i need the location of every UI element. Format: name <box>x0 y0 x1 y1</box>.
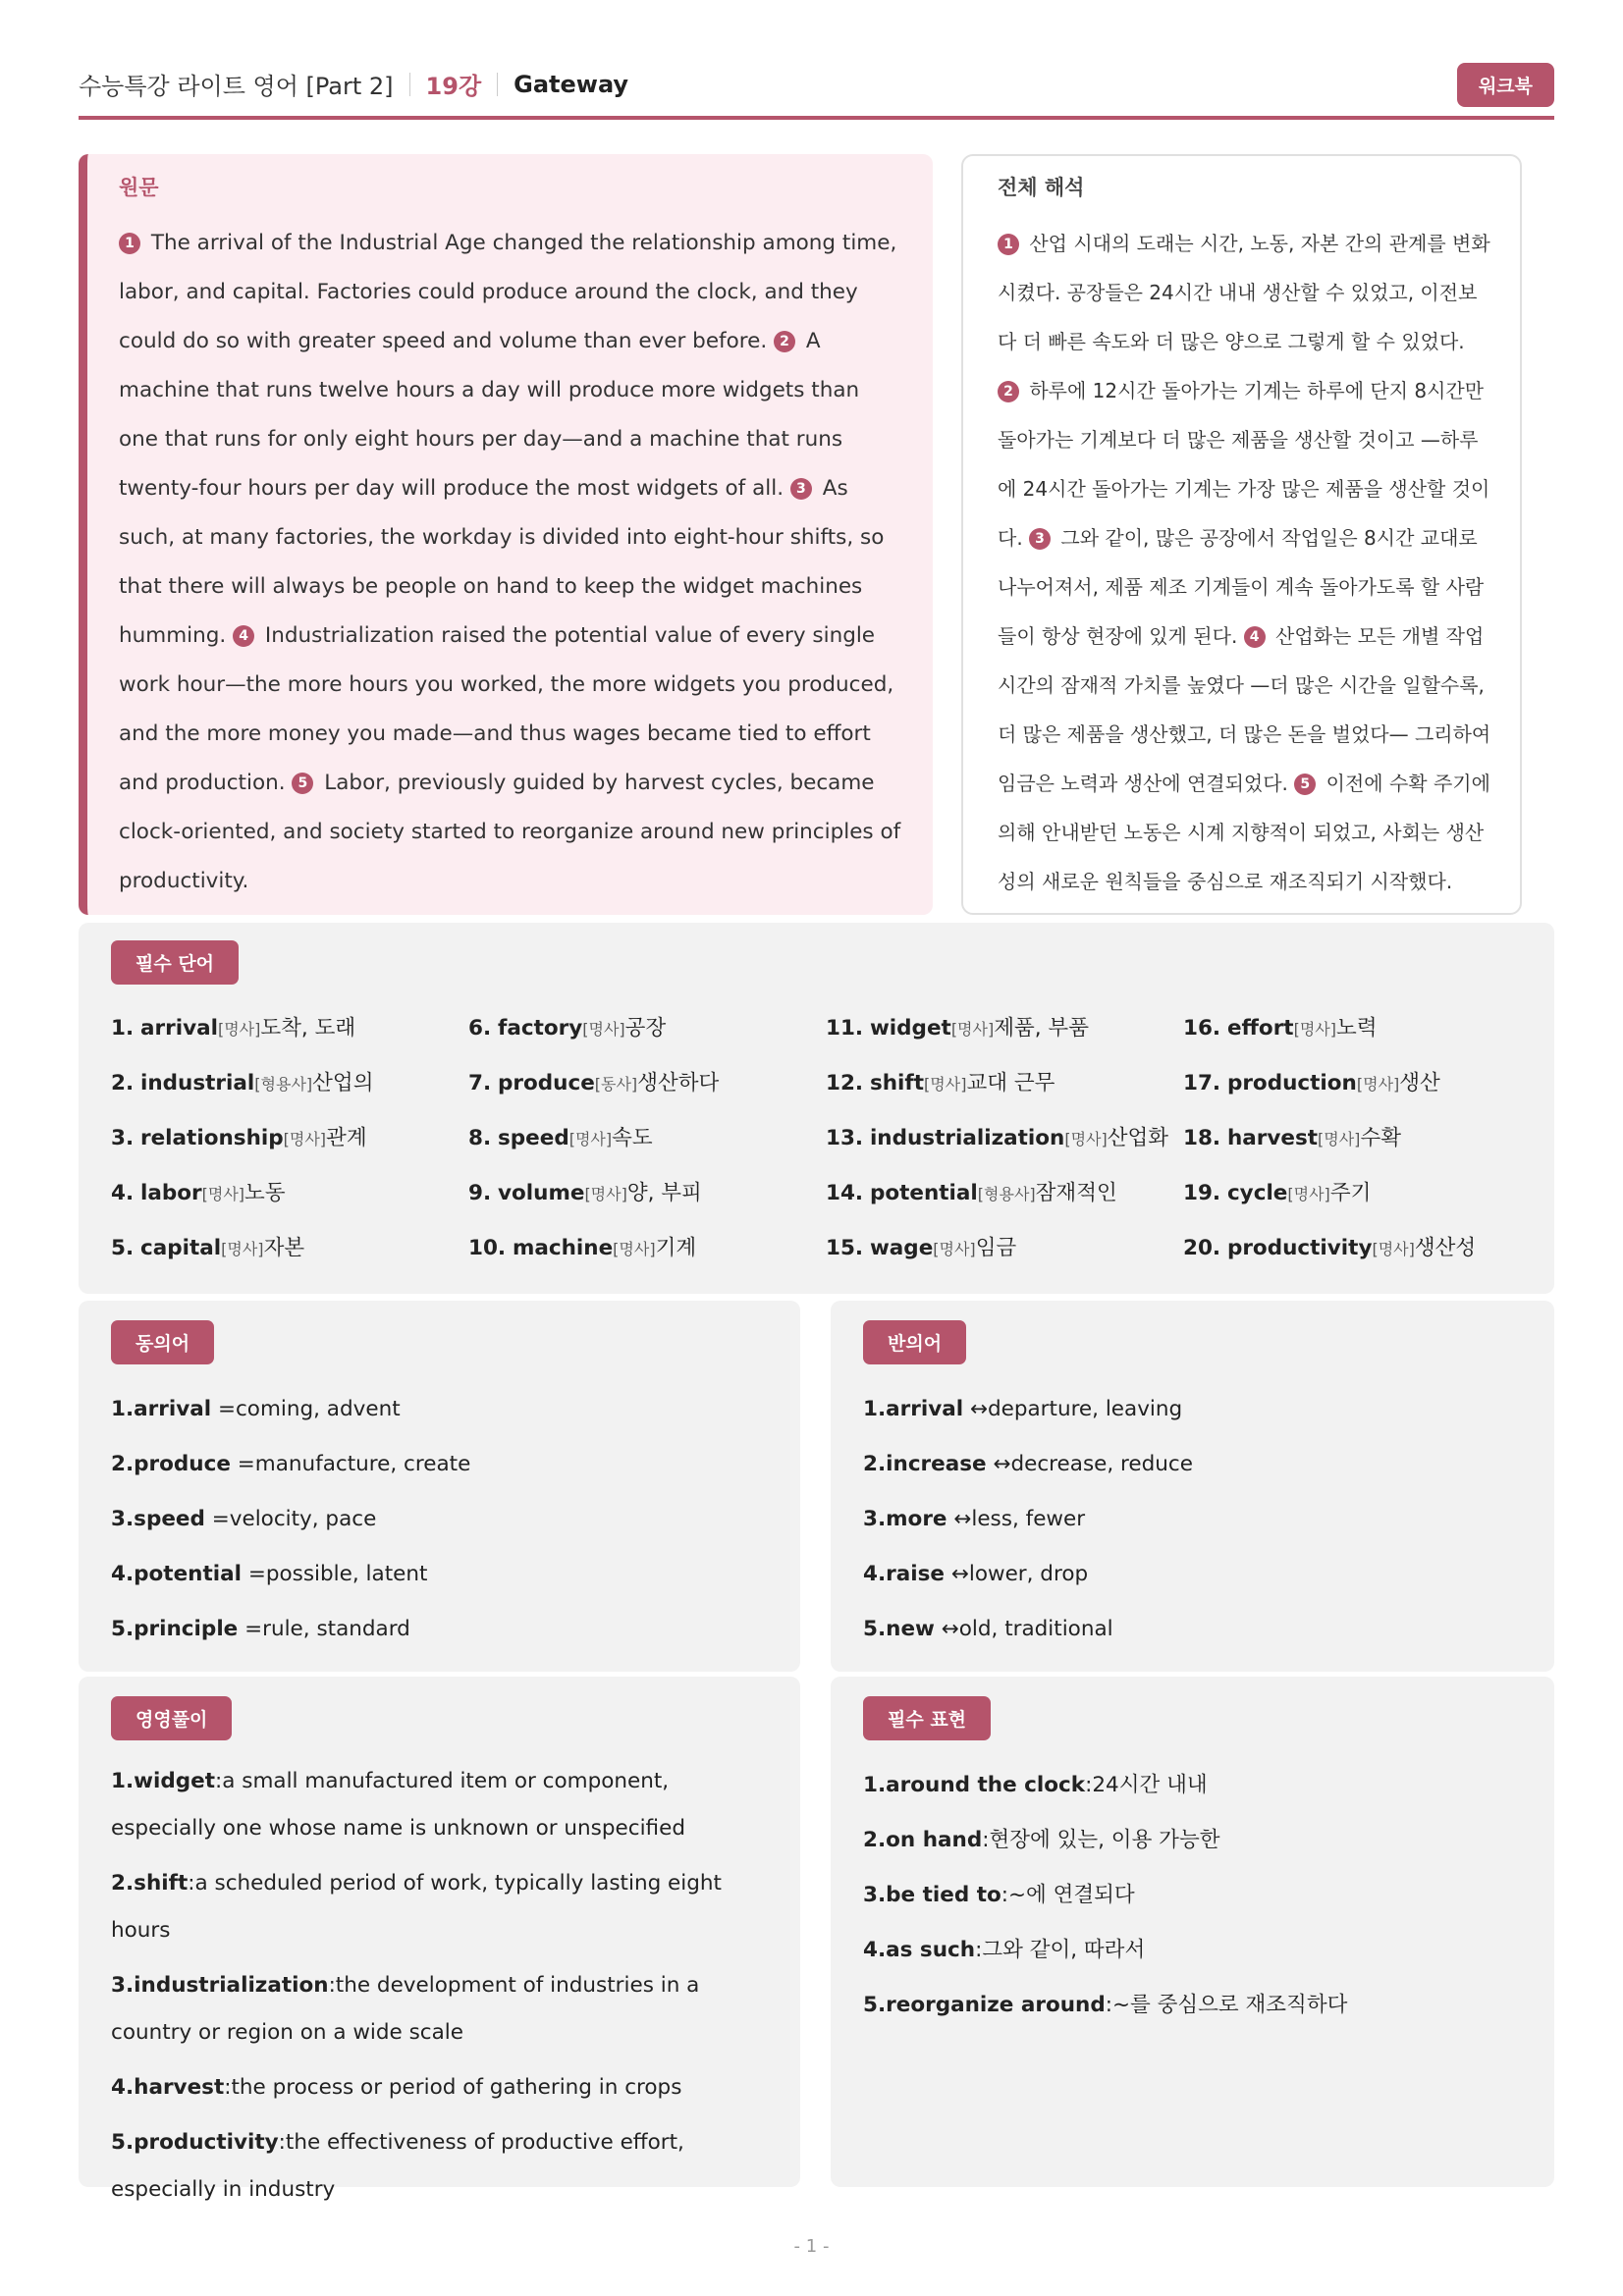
synonym-item-term <box>111 1397 211 1421</box>
page-number: - 1 - <box>793 2236 830 2257</box>
synonym-item-number: 3. <box>111 1507 135 1531</box>
expression-item-number: 1. <box>863 1773 887 1797</box>
expression-item-word: as such <box>886 1938 976 1962</box>
antonym-item-term <box>863 1452 987 1476</box>
vocab-item <box>826 1001 1183 1056</box>
antonym-item <box>863 1382 1522 1437</box>
vocab-item <box>111 1221 468 1276</box>
antonym-item-term <box>863 1397 963 1421</box>
synonym-item-detail: =coming, advent <box>211 1397 401 1421</box>
expression-item-word: be tied to <box>886 1883 1001 1907</box>
expression-item-detail: :현장에 있는, 이용 가능한 <box>982 1828 1220 1852</box>
translation-text <box>998 219 1492 906</box>
vocab-number: 17. <box>1183 1071 1221 1095</box>
antonyms-list <box>863 1382 1522 1657</box>
vocab-word: arrival <box>139 1016 218 1041</box>
vocab-number: 3. <box>111 1126 135 1150</box>
expression-item <box>863 1813 1522 1868</box>
vocab-item <box>1183 1221 1541 1276</box>
translation-sentence: 그와 같이, 많은 공장에서 작업일은 8시간 교대로 나누어져서, 제품 제조 기계들이 계속 돌아가도록 할 사람들이 항상 현장에 있게 된다. <box>998 526 1485 648</box>
vocab-item <box>111 1166 468 1221</box>
sentence-number-badge: 3 <box>1029 528 1051 550</box>
vocab-word: industrialization <box>869 1126 1065 1150</box>
synonym-item-term <box>111 1617 238 1641</box>
expression-item-number: 3. <box>863 1883 887 1907</box>
vocab-number: 10. <box>468 1236 507 1260</box>
translation-sentence: 산업화는 모든 개별 작업 시간의 잠재적 가치를 높였다 —더 많은 시간을 일할수록, 더 많은 제품을 생산했고, 더 많은 돈을 벌었다— 그리하여 임금은 노력과 생산에 연결되었다. <box>998 624 1491 795</box>
antonym-item <box>863 1437 1522 1492</box>
definition-item-term <box>111 2075 224 2100</box>
synonym-item-number: 4. <box>111 1562 135 1586</box>
definition-item-detail: :the development of industries in a country or region on a wide scale <box>111 1973 700 2045</box>
vocab-meaning: 생산성 <box>1414 1236 1477 1260</box>
vocab-number: 7. <box>468 1071 492 1095</box>
vocab-pos: [명사] <box>283 1130 327 1148</box>
expression-item-detail: :그와 같이, 따라서 <box>975 1938 1146 1962</box>
antonym-item-term <box>863 1562 945 1586</box>
definition-item-detail: :a scheduled period of work, typically lasting eight hours <box>111 1871 722 1943</box>
translation-sentence: 이전에 수확 주기에 의해 안내받던 노동은 시계 지향적이 되었고, 사회는 생산성의 새로운 원칙들을 중심으로 재조직되기 시작했다. <box>998 772 1490 893</box>
antonym-item-number: 4. <box>863 1562 887 1586</box>
expression-item-number: 2. <box>863 1828 887 1852</box>
vocab-word: speed <box>497 1126 569 1150</box>
antonym-item-detail: ↔old, traditional <box>934 1617 1113 1641</box>
vocab-pos: [명사] <box>933 1240 976 1258</box>
vocab-pos: [명사] <box>924 1075 967 1094</box>
vocab-number: 9. <box>468 1181 492 1205</box>
expression-item-detail: :24시간 내내 <box>1085 1773 1208 1797</box>
synonym-item-term <box>111 1452 231 1476</box>
synonym-item <box>111 1437 768 1492</box>
vocab-word: machine <box>512 1236 614 1260</box>
vocab-word: labor <box>139 1181 202 1205</box>
definition-item-term <box>111 2130 279 2155</box>
synonym-item-detail: =possible, latent <box>242 1562 428 1586</box>
vocab-word: cycle <box>1226 1181 1288 1205</box>
vocab-word: harvest <box>1226 1126 1319 1150</box>
vocab-number: 5. <box>111 1236 135 1260</box>
definition-item-word: productivity <box>134 2130 279 2155</box>
vocab-item <box>826 1056 1183 1111</box>
vocab-pos: [명사] <box>1293 1020 1336 1039</box>
synonyms-list <box>111 1382 768 1657</box>
original-sentence: As such, at many factories, the workday is divided into eight-hour shifts, so that there will always be people on hand to keep the widget machines humming. <box>119 476 885 648</box>
translation-box <box>961 154 1522 915</box>
vocab-word: industrial <box>139 1071 255 1095</box>
vocab-meaning: 잠재적인 <box>1035 1181 1117 1205</box>
vocab-number: 14. <box>826 1181 864 1205</box>
definition-item-term <box>111 1973 329 1998</box>
synonym-item-number: 1. <box>111 1397 135 1421</box>
definition-item-word: industrialization <box>134 1973 329 1998</box>
vocab-pos: [명사] <box>1064 1130 1108 1148</box>
antonym-item <box>863 1602 1522 1657</box>
synonym-item <box>111 1492 768 1547</box>
vocab-item <box>826 1166 1183 1221</box>
definition-item-term <box>111 1769 215 1793</box>
vocab-number: 8. <box>468 1126 492 1150</box>
definition-item-number: 5. <box>111 2130 135 2155</box>
vocab-pos: [명사] <box>582 1020 625 1039</box>
definition-item <box>111 1758 768 1852</box>
vocab-pos: [명사] <box>613 1240 656 1258</box>
page-header <box>79 63 1554 120</box>
definition-item <box>111 1962 768 2056</box>
synonym-item-term <box>111 1562 242 1586</box>
expression-item-word: on hand <box>886 1828 983 1852</box>
vocab-item <box>1183 1056 1541 1111</box>
vocab-item <box>468 1056 826 1111</box>
vocab-meaning: 속도 <box>612 1126 653 1150</box>
expression-item-term <box>863 1883 1001 1907</box>
definition-item-word: harvest <box>134 2075 225 2100</box>
vocab-item <box>1183 1166 1541 1221</box>
vocab-number: 1. <box>111 1016 135 1041</box>
vocab-item <box>826 1221 1183 1276</box>
vocab-word: volume <box>497 1181 585 1205</box>
antonym-item-detail: ↔lower, drop <box>945 1562 1089 1586</box>
definitions-panel <box>79 1677 800 2202</box>
synonym-item-word: potential <box>134 1562 242 1586</box>
sentence-number-badge: 1 <box>998 234 1019 255</box>
expression-item-term <box>863 1938 975 1962</box>
vocab-number: 20. <box>1183 1236 1221 1260</box>
definition-item-detail: :a small manufactured item or component, especially one whose name is unknown or unspecified <box>111 1769 685 1841</box>
definition-item-number: 3. <box>111 1973 135 1998</box>
antonym-item-word: increase <box>886 1452 987 1476</box>
vocab-word: wage <box>869 1236 934 1260</box>
antonym-item-word: new <box>886 1617 935 1641</box>
sentence-number-badge: 1 <box>119 233 140 254</box>
vocab-number: 11. <box>826 1016 864 1041</box>
vocab-panel <box>79 923 1554 1294</box>
expressions-tag: 필수 표현 <box>863 1696 991 1740</box>
original-sentence: A machine that runs twelve hours a day will produce more widgets than one that runs for only eight hours per day—and a machine that runs twenty-four hours per day will produce the most widgets of all. <box>119 329 860 501</box>
vocab-pos: [명사] <box>217 1020 261 1039</box>
vocab-number: 16. <box>1183 1016 1221 1041</box>
antonym-item-term <box>863 1617 935 1641</box>
vocab-meaning: 생산하다 <box>637 1071 720 1095</box>
definition-item-word: widget <box>134 1769 216 1793</box>
vocab-pos: [명사] <box>950 1020 995 1039</box>
sentence-number-badge: 2 <box>998 381 1019 402</box>
antonym-item <box>863 1492 1522 1547</box>
antonym-item-number: 5. <box>863 1617 887 1641</box>
vocab-word: potential <box>869 1181 978 1205</box>
synonym-item-detail: =rule, standard <box>238 1617 410 1641</box>
definitions-list <box>111 1758 768 2214</box>
vocab-word: produce <box>497 1071 595 1095</box>
lesson-number: 19강 <box>425 73 482 100</box>
synonym-item-word: produce <box>134 1452 231 1476</box>
vocab-item <box>468 1001 826 1056</box>
original-sentence: Industrialization raised the potential value of every single work hour—the more hours you worked, the more widgets you produced, and the more money you made—and thus wages became tied to effort and production. <box>119 623 894 795</box>
vocab-word: effort <box>1226 1016 1294 1041</box>
antonym-item-detail: ↔less, fewer <box>947 1507 1086 1531</box>
definition-item-term <box>111 1871 188 1896</box>
definition-item <box>111 2064 768 2111</box>
header-divider <box>409 73 410 96</box>
vocab-pos: [명사] <box>584 1185 627 1203</box>
antonym-item-word: raise <box>886 1562 946 1586</box>
vocab-number: 4. <box>111 1181 135 1205</box>
definition-item-detail: :the effectiveness of productive effort, especially in industry <box>111 2130 684 2202</box>
antonym-item-detail: ↔departure, leaving <box>963 1397 1183 1421</box>
sentence-number-badge: 5 <box>292 773 313 794</box>
vocab-meaning: 제품, 부품 <box>994 1016 1089 1041</box>
vocab-item <box>111 1111 468 1166</box>
definition-item <box>111 1860 768 1954</box>
vocab-meaning: 관계 <box>326 1126 367 1150</box>
synonym-item-number: 5. <box>111 1617 135 1641</box>
header-divider <box>497 73 498 96</box>
antonym-item-number: 3. <box>863 1507 887 1531</box>
vocab-word: widget <box>869 1016 951 1041</box>
vocab-word: capital <box>139 1236 222 1260</box>
antonyms-panel <box>831 1301 1554 1672</box>
synonym-item <box>111 1547 768 1602</box>
expressions-panel <box>831 1677 1554 2187</box>
vocab-item <box>826 1111 1183 1166</box>
definition-item <box>111 2119 768 2214</box>
expression-item <box>863 1978 1522 2033</box>
vocab-word: production <box>1226 1071 1357 1095</box>
synonym-item <box>111 1602 768 1657</box>
vocab-meaning: 교대 근무 <box>966 1071 1055 1095</box>
sentence-number-badge: 2 <box>774 331 795 352</box>
vocab-meaning: 자본 <box>263 1236 305 1260</box>
expression-item-word: reorganize around <box>886 1993 1106 2017</box>
vocab-number: 12. <box>826 1071 864 1095</box>
vocab-pos: [명사] <box>568 1130 613 1148</box>
vocab-item <box>468 1166 826 1221</box>
vocab-word: productivity <box>1226 1236 1373 1260</box>
vocab-word: shift <box>869 1071 925 1095</box>
vocab-pos: [동사] <box>594 1075 638 1094</box>
vocab-number: 15. <box>826 1236 864 1260</box>
vocab-item <box>111 1056 468 1111</box>
translation-label: 전체 해석 <box>998 176 1085 199</box>
synonym-item-word: arrival <box>134 1397 212 1421</box>
vocab-meaning: 수확 <box>1360 1126 1401 1150</box>
antonym-item <box>863 1547 1522 1602</box>
vocab-item <box>468 1111 826 1166</box>
vocab-meaning: 산업의 <box>312 1071 374 1095</box>
synonym-item-detail: =velocity, pace <box>204 1507 377 1531</box>
sentence-number-badge: 4 <box>1244 626 1266 648</box>
synonym-item-word: speed <box>134 1507 205 1531</box>
synonym-item-term <box>111 1507 205 1531</box>
sentence-number-badge: 3 <box>790 478 812 500</box>
vocab-number: 2. <box>111 1071 135 1095</box>
vocab-word: relationship <box>139 1126 284 1150</box>
vocab-meaning: 양, 부피 <box>626 1181 702 1205</box>
vocab-item <box>111 1001 468 1056</box>
expressions-list <box>863 1758 1522 2033</box>
original-sentence: The arrival of the Industrial Age changed the relationship among time, labor, and capital. Factories could produce around the clock, and they could do so with greater speed and volume than ever before. <box>119 231 897 353</box>
vocab-meaning: 임금 <box>975 1236 1017 1260</box>
expression-item-word: around the clock <box>886 1773 1086 1797</box>
vocab-pos: [명사] <box>1356 1075 1400 1094</box>
translation-sentence: 산업 시대의 도래는 시간, 노동, 자본 간의 관계를 변화시켰다. 공장들은 24시간 내내 생산할 수 있었고, 이전보다 더 빠른 속도와 더 많은 양으로 그렇게 할 수 있었다. <box>998 232 1490 353</box>
expression-item-term <box>863 1828 982 1852</box>
definition-item-number: 2. <box>111 1871 135 1896</box>
vocab-meaning: 산업화 <box>1107 1126 1169 1150</box>
synonyms-tag: 동의어 <box>111 1320 214 1364</box>
expression-item-detail: :~에 연결되다 <box>1001 1883 1135 1907</box>
definitions-tag: 영영풀이 <box>111 1696 232 1740</box>
book-title: 수능특강 라이트 영어 [Part 2] <box>79 73 394 100</box>
sentence-number-badge: 4 <box>233 625 254 647</box>
workbook-badge: 워크북 <box>1457 63 1554 107</box>
unit-title: Gateway <box>514 70 629 98</box>
header-left <box>79 67 628 101</box>
definition-item-number: 4. <box>111 2075 135 2100</box>
synonym-item <box>111 1382 768 1437</box>
vocab-number: 13. <box>826 1126 864 1150</box>
synonyms-panel <box>79 1301 800 1672</box>
definition-item-number: 1. <box>111 1769 135 1793</box>
vocab-pos: [명사] <box>1287 1185 1330 1203</box>
vocab-meaning: 기계 <box>655 1236 697 1260</box>
vocab-grid <box>111 1001 1522 1276</box>
synonym-item-word: principle <box>134 1617 239 1641</box>
expression-item-number: 4. <box>863 1938 887 1962</box>
vocab-word: factory <box>497 1016 583 1041</box>
expression-item-term <box>863 1773 1085 1797</box>
vocab-meaning: 노력 <box>1336 1016 1378 1041</box>
vocab-pos: [명사] <box>201 1185 245 1203</box>
antonym-item-term <box>863 1507 947 1531</box>
original-text <box>119 219 903 906</box>
sentence-number-badge: 5 <box>1294 774 1316 795</box>
antonym-item-word: more <box>886 1507 947 1531</box>
vocab-item <box>1183 1001 1541 1056</box>
vocab-pos: [형용사] <box>254 1075 313 1094</box>
antonym-item-number: 1. <box>863 1397 887 1421</box>
expression-item <box>863 1923 1522 1978</box>
vocab-meaning: 도착, 도래 <box>260 1016 356 1041</box>
expression-item-number: 5. <box>863 1993 887 2017</box>
original-sentence: Labor, previously guided by harvest cycles, became clock-oriented, and society started to reorganize around new principles of productivity. <box>119 771 901 893</box>
antonym-item-word: arrival <box>886 1397 964 1421</box>
antonym-item-detail: ↔decrease, reduce <box>986 1452 1193 1476</box>
antonyms-tag: 반의어 <box>863 1320 966 1364</box>
definition-item-word: shift <box>134 1871 189 1896</box>
expression-item-term <box>863 1993 1106 2017</box>
vocab-meaning: 생산 <box>1399 1071 1440 1095</box>
original-text-box <box>79 154 933 915</box>
vocab-meaning: 주기 <box>1329 1181 1372 1205</box>
vocab-meaning: 노동 <box>244 1181 286 1205</box>
original-label: 원문 <box>119 176 159 199</box>
vocab-item <box>1183 1111 1541 1166</box>
vocab-number: 19. <box>1183 1181 1221 1205</box>
expression-item <box>863 1758 1522 1813</box>
translation-sentence: 하루에 12시간 돌아가는 기계는 하루에 단지 8시간만 돌아가는 기계보다 더 많은 제품을 생산할 것이고 —하루에 24시간 돌아가는 기계는 가장 많은 제품을 생산할 것이다. <box>998 379 1490 550</box>
definition-item-detail: :the process or period of gathering in crops <box>224 2075 682 2100</box>
antonym-item-number: 2. <box>863 1452 887 1476</box>
vocab-tag: 필수 단어 <box>111 940 239 985</box>
vocab-pos: [명사] <box>1318 1130 1361 1148</box>
vocab-number: 18. <box>1183 1126 1221 1150</box>
vocab-meaning: 공장 <box>624 1016 667 1041</box>
synonym-item-number: 2. <box>111 1452 135 1476</box>
vocab-pos: [형용사] <box>977 1185 1036 1203</box>
expression-item-detail: :~를 중심으로 재조직하다 <box>1105 1993 1348 2017</box>
expression-item <box>863 1868 1522 1923</box>
vocab-pos: [명사] <box>1372 1240 1415 1258</box>
vocab-pos: [명사] <box>221 1240 264 1258</box>
synonym-item-detail: =manufacture, create <box>230 1452 471 1476</box>
vocab-item <box>468 1221 826 1276</box>
vocab-number: 6. <box>468 1016 492 1041</box>
